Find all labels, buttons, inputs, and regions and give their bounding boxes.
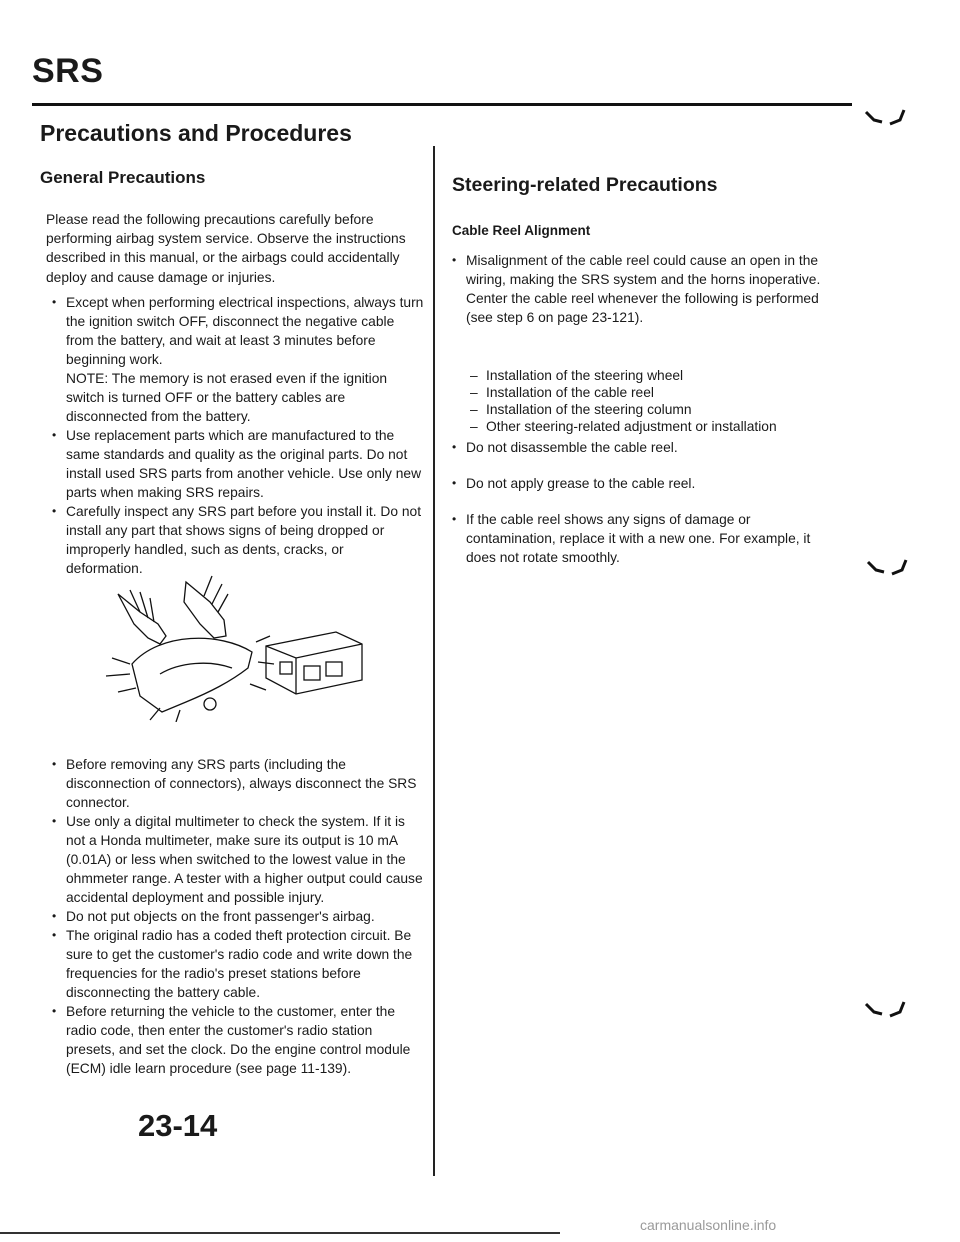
general-bullets-bottom [52, 755, 424, 1078]
list-item: • Before removing any SRS parts (including the disconnection of connectors), always disconnect the SRS connector. [52, 755, 424, 812]
airbag-handling-illustration [100, 572, 380, 722]
list-item: • Use only a digital multimeter to check the system. If it is not a Honda multimeter, make sure its output is 10 mA (0.01A) or less when switched to the lowest value in the ohmmeter range. A tester with a higher output could cause accidental deployment and possible injury. [52, 812, 424, 907]
corner-mark-icon [866, 558, 910, 588]
column-divider [433, 146, 435, 1176]
general-bullets-top [52, 293, 424, 578]
list-item: • Carefully inspect any SRS part before you install it. Do not install any part that shows signs of being dropped or improperly handled, such as dents, cracks, or deformation. [52, 502, 424, 578]
list-item: • Do not put objects on the front passenger's airbag. [52, 907, 424, 926]
list-item: • The original radio has a coded theft protection circuit. Be sure to get the customer's radio code and write down the frequencies for the radio's preset stations before disconnecting the battery cable. [52, 926, 424, 1002]
steering-precautions-heading: Steering-related Precautions [452, 174, 718, 196]
list-item: • Do not apply grease to the cable reel. [452, 474, 830, 493]
dash-item: – Installation of the steering wheel [470, 367, 830, 384]
corner-mark-icon [864, 108, 908, 138]
list-item-text: Except when performing electrical inspections, always turn the ignition switch OFF, disconnect the negative cable from the battery, and wait at least 3 minutes before beginning work. [66, 295, 424, 367]
list-item [52, 293, 424, 426]
dash-item: – Installation of the steering column [470, 401, 830, 418]
list-item: • Use replacement parts which are manufactured to the same standards and quality as the original parts. Do not install used SRS parts from another vehicle. Use only new parts when making SRS repairs. [52, 426, 424, 502]
memory-note: NOTE: The memory is not erased even if the ignition switch is turned OFF or the battery cables are disconnected from the battery. [66, 371, 388, 424]
section-code: SRS [32, 52, 104, 90]
list-item: • If the cable reel shows any signs of damage or contamination, replace it with a new one. For example, it does not rotate smoothly. [452, 510, 830, 567]
general-intro: Please read the following precautions carefully before performing airbag system service. Observe the instructions described in this manual, or the airbags could accidentally deploy and cause damage or injuries. [46, 212, 406, 285]
cable-reel-alignment-heading: Cable Reel Alignment [452, 223, 591, 238]
airbag-module [132, 638, 252, 712]
bottom-rule [0, 1232, 560, 1234]
general-precautions-heading: General Precautions [40, 168, 206, 187]
dash-item: – Other steering-related adjustment or installation [470, 418, 830, 435]
left-hand [118, 594, 166, 644]
corner-mark-icon [864, 1000, 908, 1030]
header-rule [32, 103, 852, 106]
installation-dash-list [470, 367, 830, 435]
cable-reel-bullet [452, 251, 830, 327]
cable-reel-bullets [452, 438, 830, 567]
list-item: • Misalignment of the cable reel could cause an open in the wiring, making the SRS system and the horns inoperative. Center the cable reel whenever the following is performed (see step 6 on page 23-121). [452, 251, 830, 327]
list-item: • Do not disassemble the cable reel. [452, 438, 830, 457]
page-title: Precautions and Procedures [40, 120, 352, 146]
page-number: 23-14 [138, 1108, 218, 1143]
watermark-text: carmanualsonline.info [640, 1217, 777, 1233]
list-item: • Before returning the vehicle to the customer, enter the radio code, then enter the customer's radio station presets, and set the clock. Do the engine control module (ECM) idle learn procedure (see page 11-139). [52, 1002, 424, 1078]
dash-item: – Installation of the cable reel [470, 384, 830, 401]
